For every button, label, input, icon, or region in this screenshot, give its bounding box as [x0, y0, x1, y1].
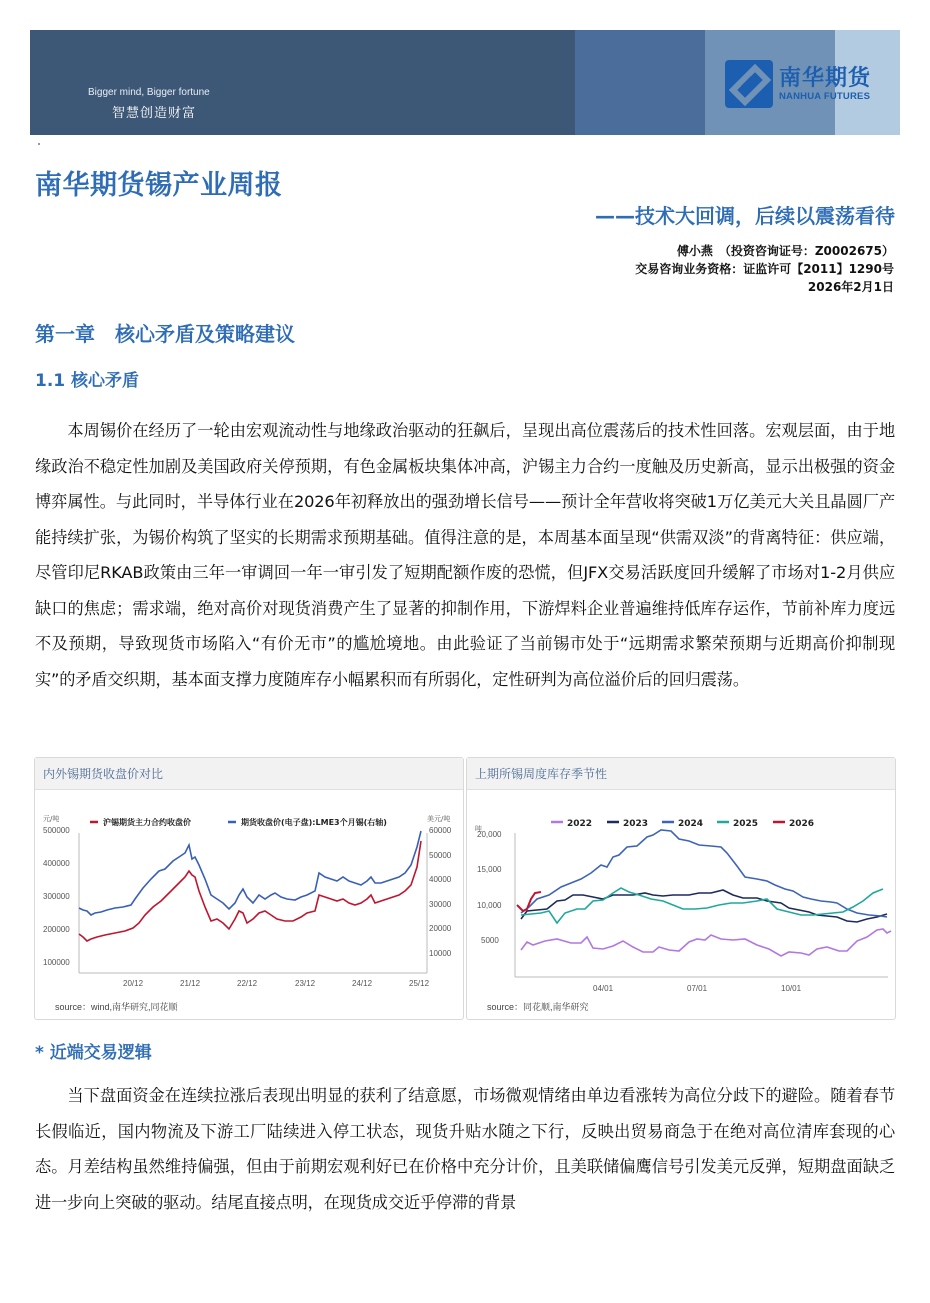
- report-meta: [635, 242, 894, 296]
- svg-text:10/01: 10/01: [781, 984, 802, 991]
- legend-lme: 期货收盘价(电子盘):LME3个月锡(右轴): [241, 818, 387, 827]
- logo-english-name: NANHUA FUTURES: [779, 90, 871, 102]
- svg-text:10,000: 10,000: [477, 901, 502, 910]
- logo-chinese-name: 南华期货: [779, 65, 872, 91]
- chart-panel-inventory-seasonality: [466, 757, 896, 1020]
- legend-2023: 2023: [623, 819, 649, 829]
- svg-text:25/12: 25/12: [409, 979, 430, 988]
- chart-panel-price-comparison: [34, 757, 464, 1020]
- section-heading: 1.1 核心矛盾: [35, 371, 140, 391]
- chart-title: 上期所锡周度库存季节性: [467, 758, 895, 790]
- svg-text:20/12: 20/12: [123, 979, 144, 988]
- svg-text:20000: 20000: [429, 924, 452, 933]
- chart-title: 内外锡期货收盘价对比: [35, 758, 463, 790]
- svg-text:21/12: 21/12: [180, 979, 201, 988]
- inventory-seasonality-chart: [467, 791, 897, 991]
- svg-text:500000: 500000: [43, 826, 70, 835]
- svg-text:22/12: 22/12: [237, 979, 258, 988]
- svg-text:200000: 200000: [43, 925, 70, 934]
- near-term-logic-paragraph: 当下盘面资金在连续拉涨后表现出明显的获利了结意愿，市场微观情绪由单边看涨转为高位分歧下的避险。随着春节长假临近，国内物流及下游工厂陆续进入停工状态，现货升贴水随之下行，反映出贸易商急于在绝对高位清库套现的心态。月差结构虽然维持偏强，但由于前期宏观利好已在价格中充分计价，且美联储偏鹰信号引发美元反弹，短期盘面缺乏进一步向上突破的驱动。结尾直接点明，在现货成交近乎停滞的背景: [35, 1086, 895, 1212]
- legend-2022: 2022: [567, 819, 593, 829]
- chapter-heading: 第一章 核心矛盾及策略建议: [35, 322, 295, 346]
- svg-text:23/12: 23/12: [295, 979, 316, 988]
- banner-main-block: [30, 30, 575, 135]
- svg-text:24/12: 24/12: [352, 979, 373, 988]
- svg-text:30000: 30000: [429, 900, 452, 909]
- report-title: 南华期货锡产业周报: [35, 170, 283, 201]
- company-logo: [725, 60, 871, 108]
- svg-text:04/01: 04/01: [593, 984, 614, 991]
- banner-block-2: [575, 30, 705, 135]
- right-axis-unit: 美元/吨: [427, 815, 451, 823]
- svg-text:20,000: 20,000: [477, 830, 502, 839]
- report-subtitle: ——技术大回调，后续以震荡看待: [595, 204, 895, 228]
- svg-text:400000: 400000: [43, 859, 70, 868]
- svg-text:50000: 50000: [429, 851, 452, 860]
- svg-text:15,000: 15,000: [477, 865, 502, 874]
- report-date: 2026年2月1日: [807, 280, 894, 294]
- license-line: 交易咨询业务资格：证监许可【2011】1290号: [635, 262, 894, 276]
- chart-source: source：同花顺,南华研究: [487, 1002, 589, 1012]
- svg-text:300000: 300000: [43, 892, 70, 901]
- nanhua-logo-icon: [725, 60, 773, 108]
- legend-shfe: 沪锡期货主力合约收盘价: [103, 818, 191, 827]
- slogan-english: Bigger mind, Bigger fortune: [88, 87, 210, 98]
- svg-text:60000: 60000: [429, 826, 452, 835]
- svg-text:5000: 5000: [481, 936, 499, 945]
- price-comparison-chart: [35, 791, 465, 991]
- subsection-heading: * 近端交易逻辑: [35, 1043, 152, 1063]
- slogan-chinese: 智慧创造财富: [112, 106, 197, 121]
- y-axis-unit: 吨: [475, 825, 482, 833]
- left-axis-unit: 元/吨: [43, 815, 60, 823]
- svg-text:07/01: 07/01: [687, 984, 708, 991]
- core-contradiction-paragraph: 本周锡价在经历了一轮由宏观流动性与地缘政治驱动的狂飙后，呈现出高位震荡后的技术性回落。宏观层面，由于地缘政治不稳定性加剧及美国政府关停预期，有色金属板块集体冲高，沪锡主力合约一度触及历史新高，显示出极强的资金博弈属性。与此同时，半导体行业在2026年初释放出的强劲增长信号——预计全年营收将突破1万亿美元大关且晶圆厂产能持续扩张，为锡价构筑了坚实的长期需求预期基础。值得注意的是，本周基本面呈现“供需双淡”的背离特征：供应端，尽管印尼RKAB政策由三年一审调回一年一审引发了短期配额作废的恐慌，但JFX交易活跃度回升缓解了市场对1-2月供应缺口的焦虑；需求端，绝对高价对现货消费产生了显著的抑制作用，下游焊料企业普遍维持低库存运作，节前补库力度远不及预期，导致现货市场陷入“有价无市”的尴尬境地。由此验证了当前锡市处于“远期需求繁荣预期与近期高价抑制现实”的矛盾交织期，基本面支撑力度随库存小幅累积而有所弱化，定性研判为高位溢价后的回归震荡。: [35, 421, 895, 689]
- legend-2024: 2024: [678, 819, 704, 829]
- chart-source: source：wind,南华研究,同花顺: [55, 1002, 178, 1012]
- author-line: 傅小燕 （投资咨询证号：Z0002675）: [676, 244, 894, 258]
- page-marker-dot: [38, 143, 40, 145]
- legend-2025: 2025: [733, 819, 759, 829]
- svg-text:10000: 10000: [429, 949, 452, 958]
- legend-2026: 2026: [789, 819, 815, 829]
- svg-text:40000: 40000: [429, 875, 452, 884]
- svg-text:100000: 100000: [43, 958, 70, 967]
